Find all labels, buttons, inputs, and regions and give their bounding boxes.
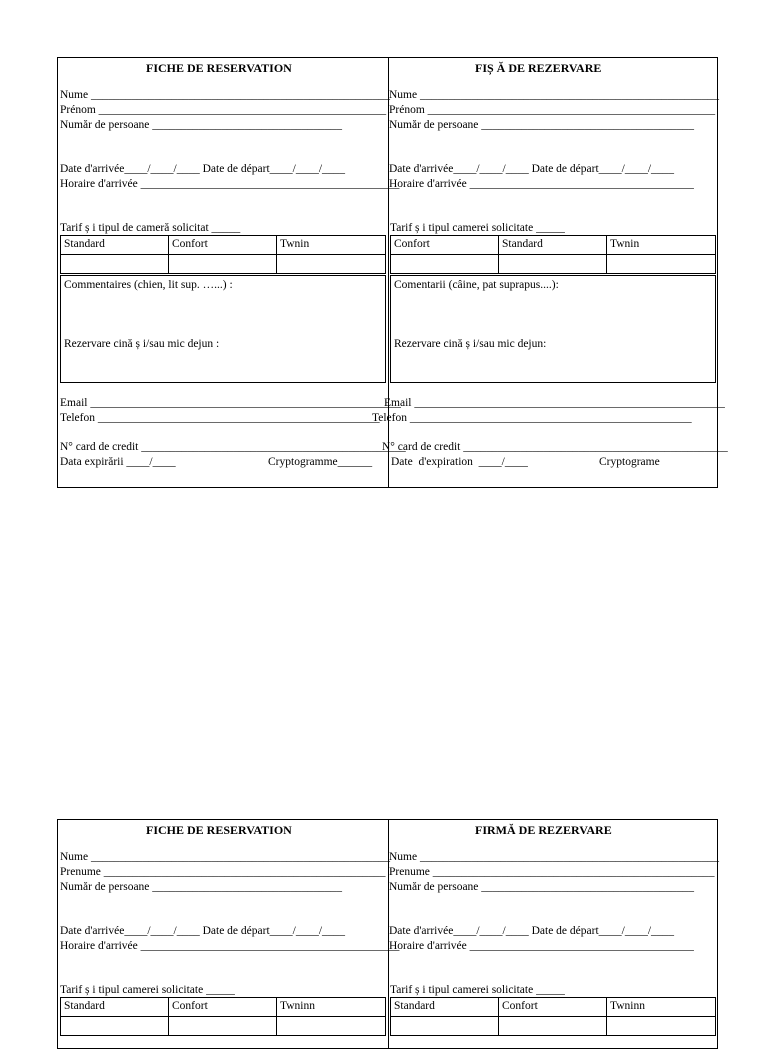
comments-label: Commentaires (chien, lit sup. …...) :	[64, 279, 233, 291]
dates-field[interactable]: Date d'arrivée____/____/____ Date de départ____/____/____	[60, 163, 346, 175]
comments-label: Comentarii (câine, pat suprapus....):	[394, 279, 559, 291]
room-header-cell: Twnin	[277, 236, 386, 255]
room-choice-cell[interactable]	[61, 1017, 169, 1036]
crypto-field[interactable]: Cryptogramme______	[268, 456, 373, 468]
room-choice-cell[interactable]	[607, 1017, 716, 1036]
prenom-field[interactable]: Prénom __________________________________________________	[389, 104, 716, 116]
room-choice-cell[interactable]	[499, 1017, 607, 1036]
horaire-field[interactable]: Horaire d'arrivée _______________________________________	[389, 940, 694, 952]
room-type-table	[60, 235, 386, 274]
room-choice-cell[interactable]	[607, 255, 716, 274]
dates-field[interactable]: Date d'arrivée____/____/____ Date de départ____/____/____	[60, 925, 346, 937]
room-choice-cell[interactable]	[169, 1017, 277, 1036]
expirare-field[interactable]: Data expirării ____/____	[60, 456, 176, 468]
dates-field[interactable]: Date d'arrivée____/____/____ Date de départ____/____/____	[389, 163, 675, 175]
room-type-table	[390, 997, 716, 1036]
email-field[interactable]: Email ______________________________________________________	[384, 397, 725, 409]
rezervare-label: Rezervare cină ș i/sau mic dejun :	[64, 338, 220, 350]
room-header-cell: Standard	[61, 998, 169, 1017]
tarif-label: Tarif ș i tipul camerei solicitate _____	[390, 222, 565, 234]
tarif-label: Tarif ș i tipul de cameră solicitat _____	[60, 222, 241, 234]
room-choice-cell[interactable]	[277, 1017, 386, 1036]
reservation-card-top	[57, 57, 728, 488]
nume-field[interactable]: Nume ____________________________________________________	[389, 89, 719, 101]
prenom-field[interactable]: Prenume _________________________________________________	[60, 866, 386, 878]
horaire-field[interactable]: Horaire d'arrivée _____________________________________________	[60, 178, 400, 190]
comments-box[interactable]	[60, 275, 386, 383]
room-header-cell: Standard	[499, 236, 607, 255]
tarif-label: Tarif ș i tipul camerei solicitate _____	[390, 984, 565, 996]
nume-field[interactable]: Nume ____________________________________________________	[389, 851, 719, 863]
crypto-field[interactable]: Cryptograme	[599, 456, 660, 468]
telefon-field[interactable]: Telefon _________________________________________________	[372, 412, 692, 424]
room-type-table	[390, 235, 716, 274]
room-header-cell: Standard	[61, 236, 169, 255]
room-choice-cell[interactable]	[169, 255, 277, 274]
card-field[interactable]: N° card de credit ______________________________________________	[60, 441, 406, 453]
form-title: FICHE DE RESERVATION	[146, 61, 292, 75]
prenom-field[interactable]: Prenume _________________________________________________	[389, 866, 715, 878]
room-choice-cell[interactable]	[391, 1017, 499, 1036]
room-header-cell: Confort	[499, 998, 607, 1017]
room-header-cell: Twninn	[277, 998, 386, 1017]
form-title: FICHE DE RESERVATION	[146, 823, 292, 837]
form-title: FIȘ Ă DE REZERVARE	[475, 61, 602, 75]
room-choice-cell[interactable]	[61, 255, 169, 274]
room-header-cell: Standard	[391, 998, 499, 1017]
nume-field[interactable]: Nume ____________________________________________________	[60, 851, 390, 863]
reservation-card-bottom	[57, 819, 718, 1049]
dates-field[interactable]: Date d'arrivée____/____/____ Date de départ____/____/____	[389, 925, 675, 937]
horaire-field[interactable]: Horaire d'arrivée _____________________________________________	[60, 940, 400, 952]
room-type-table	[60, 997, 386, 1036]
persoane-field[interactable]: Număr de persoane _____________________________________	[389, 881, 695, 893]
prenom-field[interactable]: Prénom __________________________________________________	[60, 104, 387, 116]
horaire-field[interactable]: Horaire d'arrivée _______________________________________	[389, 178, 694, 190]
comments-box[interactable]	[390, 275, 716, 383]
persoane-field[interactable]: Număr de persoane _________________________________	[60, 119, 343, 131]
tarif-label: Tarif ș i tipul camerei solicitate _____	[60, 984, 235, 996]
form-title: FIRMĂ DE REZERVARE	[475, 823, 612, 837]
rezervare-label: Rezervare cină ș i/sau mic dejun:	[394, 338, 547, 350]
card-field[interactable]: N° card de credit ______________________________________________	[382, 441, 728, 453]
room-header-cell: Confort	[391, 236, 499, 255]
expirare-field[interactable]: Date d'expiration ____/____	[391, 456, 528, 468]
room-header-cell: Twnin	[607, 236, 716, 255]
room-choice-cell[interactable]	[391, 255, 499, 274]
nume-field[interactable]: Nume ____________________________________________________	[60, 89, 390, 101]
telefon-field[interactable]: Telefon _________________________________________________	[60, 412, 380, 424]
room-choice-cell[interactable]	[277, 255, 386, 274]
room-header-cell: Confort	[169, 998, 277, 1017]
room-choice-cell[interactable]	[499, 255, 607, 274]
room-header-cell: Twninn	[607, 998, 716, 1017]
email-field[interactable]: Email ______________________________________________________	[60, 397, 401, 409]
persoane-field[interactable]: Număr de persoane _____________________________________	[389, 119, 695, 131]
room-header-cell: Confort	[169, 236, 277, 255]
persoane-field[interactable]: Număr de persoane _________________________________	[60, 881, 343, 893]
